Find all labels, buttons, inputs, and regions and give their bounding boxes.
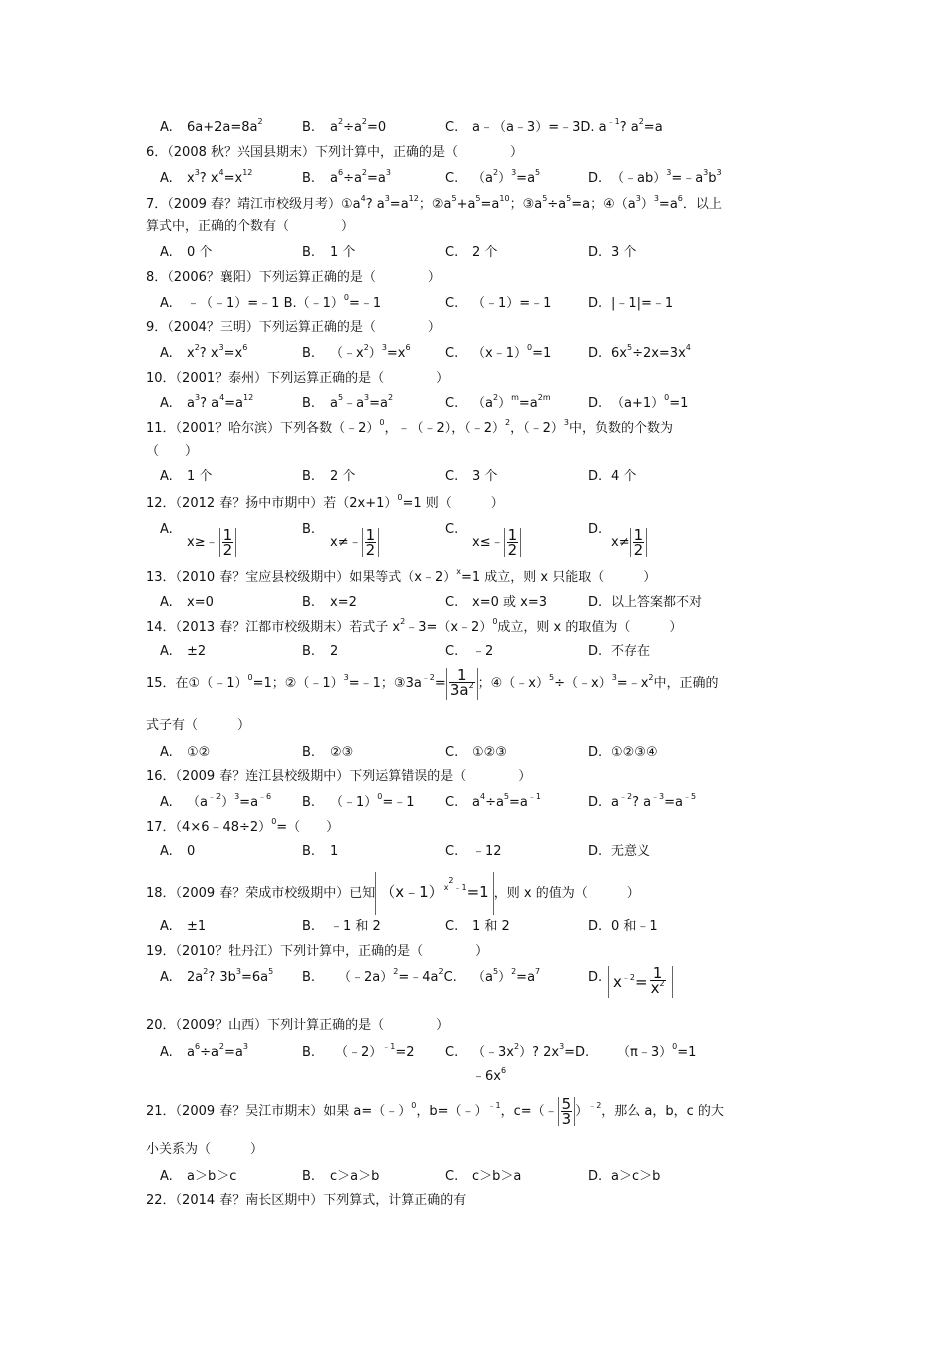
fraction — [630, 528, 648, 557]
option-letter: B. — [302, 1045, 316, 1060]
question-line: 20．（2009？山西）下列计算正确的是（ ） — [146, 1018, 450, 1033]
option-text: $a^5﹣a^3=a^2$ — [330, 393, 394, 411]
question-line: 9．（2004？三明）下列运算正确的是（ ） — [146, 320, 441, 335]
fraction — [219, 528, 237, 557]
option-text: 1 — [330, 844, 339, 859]
option-text: ﹣12 — [472, 844, 502, 859]
question-line: 6．（2008 秋？兴国县期末）下列计算中，正确的是（ ） — [146, 145, 523, 160]
option-text: $a^{﹣2}$? $a^{﹣3}=a^{﹣5}$ — [611, 792, 697, 810]
option-letter: C. — [445, 595, 459, 610]
option-text: x=0 或 x=3 — [472, 595, 547, 610]
option-letter: C. — [445, 346, 459, 361]
fraction — [504, 528, 522, 557]
option-text: 3 个 — [611, 245, 637, 260]
option-text — [472, 528, 521, 557]
option-text: $﹣6x^6$ — [472, 1066, 507, 1084]
fraction-numerator: 1 — [633, 526, 644, 544]
option-letter: B. — [302, 171, 316, 186]
question-line: 式子有（ ） — [146, 718, 251, 733]
option-letter: B. — [302, 844, 316, 859]
option-letter: C. — [445, 171, 459, 186]
option-letter: C. — [445, 296, 459, 311]
option-text: $x^2$? $x^3=x^6$ — [187, 343, 248, 361]
option-letter: B. — [302, 396, 316, 411]
question-line: 7．（2009 春？靖江市校级月考）$①a^4$? $a^3=a^{12}$；$②a^5+a^5=a^{10}$；$③a^5\div a^5=a$；$④(a^3)^3=a^6$．以上 — [146, 194, 722, 212]
option-text: $(a+1)^0=1$ — [611, 393, 689, 411]
fraction-denominator: $x^2$ — [650, 979, 665, 997]
fraction-numerator: 1 — [650, 966, 666, 981]
option-letter: C. — [445, 396, 459, 411]
option-text: $a^2\div a^2=0$ — [330, 117, 387, 135]
option-text: 0 — [187, 844, 196, 859]
fraction-denominator: $3a^2$ — [449, 680, 474, 699]
option-text: a＞b＞c — [187, 1169, 237, 1184]
option-text: $x^3$? $x^4=x^{12}$ — [187, 168, 253, 186]
option-text: $a^3$? $a^4=a^{12}$ — [187, 393, 254, 411]
option-text: $6a+2a=8a^2$ — [187, 117, 263, 135]
option-text: 3 个 — [472, 469, 498, 484]
option-text: （π﹣3）$^0$=1 — [617, 1042, 697, 1060]
question-line: 13．（2010 春？宝应县校级期中）如果等式（x﹣2）$^x$=1 成立，则 x 只能取（ ） — [146, 567, 657, 585]
option-letter: C. — [445, 1169, 459, 1184]
option-text: c＞b＞a — [472, 1169, 522, 1184]
option-text: 1 个 — [330, 245, 356, 260]
fraction-numerator: 5 — [561, 1095, 572, 1113]
q18-suffix: ，则 x 的值为（ ） — [493, 886, 640, 901]
option-text: ①②③ — [472, 745, 507, 760]
option-text: ﹣1 和 2 — [330, 919, 381, 934]
question-line: 16．（2009 春？连江县校级期中）下列运算错误的是（ ） — [146, 769, 532, 784]
option-letter: A. — [160, 245, 173, 260]
option-text: $a^6\div a^2=a^3$ — [187, 1042, 248, 1060]
option-text — [611, 528, 647, 557]
option-prefix: x≠﹣ — [330, 535, 362, 550]
q19-d-prefix: $x^{﹣2}=$ — [613, 972, 648, 991]
question-line — [146, 1092, 724, 1133]
option-letter: A. — [160, 844, 173, 859]
option-letter: A. — [160, 346, 173, 361]
option-text: 2 — [330, 644, 339, 659]
option-letter: C. — [445, 120, 459, 135]
option-text: a﹣（a﹣3）=﹣3D. $a^{﹣1}$? $a^2=a$ — [472, 117, 663, 135]
option-letter: C. — [445, 644, 459, 659]
option-letter: D. — [588, 795, 603, 810]
option-letter: B. — [302, 644, 316, 659]
option-letter: C. — [445, 919, 459, 934]
option-text: 2 个 — [472, 245, 498, 260]
option-text: 1 和 2 — [472, 919, 510, 934]
option-letter: C. — [445, 795, 459, 810]
q21-prefix: 21．（2009 春？吴江市期末）如果 a=（﹣）$^0$，b=（﹣）$^{﹣1}$，c=（﹣ — [146, 1101, 558, 1119]
option-letter: B. — [302, 745, 316, 760]
q15-prefix: 15．在①（﹣1）$^0$=1；②（﹣1）$^3$=﹣1；$③3a^{﹣2}=$ — [146, 673, 446, 691]
option-text — [608, 966, 673, 998]
option-text: ±2 — [187, 644, 207, 659]
option-letter: B. — [302, 522, 316, 537]
question-line: 小关系为（ ） — [146, 1142, 264, 1157]
option-text: 以上答案都不对 — [611, 595, 703, 610]
fraction — [648, 966, 668, 998]
fraction-numerator: 1 — [449, 668, 475, 683]
option-text: $2a^2$? $3b^3=6a^5$ — [187, 967, 274, 985]
option-text: $a^6\div a^2=a^3$ — [330, 168, 391, 186]
question-line: 8．（2006？襄阳）下列运算正确的是（ ） — [146, 270, 441, 285]
option-letter: A. — [160, 1045, 173, 1060]
option-text: 不存在 — [611, 644, 651, 659]
fraction-denominator: 2 — [507, 541, 518, 559]
question-line: 11．（2001？哈尔滨）下列各数（﹣2）$^0$，﹣（﹣2），（﹣2）$^2$，（﹣2）$^3$中，负数的个数为 — [146, 418, 674, 436]
option-letter: A. — [160, 795, 173, 810]
option-text: x=0 — [187, 595, 214, 610]
option-text: （﹣1）$^0$=﹣1 — [330, 792, 415, 810]
option-letter: A. — [160, 970, 173, 985]
option-text: ﹣（﹣1）=﹣1 B.（﹣1）$^0$=﹣1 — [187, 293, 382, 311]
option-text: $(﹣ab)^3=﹣a^3b^3$ — [611, 168, 722, 186]
option-text: $6x^5\div 2x=3x^4$ — [611, 343, 691, 361]
option-letter: A. — [160, 120, 173, 135]
fraction — [362, 528, 380, 557]
question-line: 17．（4×6﹣48÷2）$^0$=（ ） — [146, 817, 340, 835]
option-text: $a^4\div a^5=a^{﹣1}$ — [472, 792, 541, 810]
option-letter: C. — [445, 745, 459, 760]
option-text: ②③ — [330, 745, 354, 760]
question-line: 算式中，正确的个数有（ ） — [146, 219, 355, 234]
option-letter: A. — [160, 745, 173, 760]
option-letter: C. — [445, 1045, 459, 1060]
question-line — [146, 664, 719, 705]
q15-suffix: ；$④(﹣x)^5\div(﹣x)^3=﹣x^2$中，正确的 — [477, 673, 719, 691]
option-text: ①② — [187, 745, 211, 760]
option-letter: B. — [302, 595, 316, 610]
option-letter: A. — [160, 644, 173, 659]
option-letter: D. — [588, 970, 603, 985]
fraction — [558, 1097, 576, 1126]
fraction — [446, 665, 478, 700]
option-letter: D. — [588, 346, 603, 361]
option-text: $(a^5)^2=a^7$ — [472, 967, 541, 985]
option-letter: D. — [588, 171, 603, 186]
question-line: （ ） — [146, 444, 199, 459]
question-line: 14．（2013 春？江都市校级期末）若式子 $x^2﹣3=(x﹣2)^0$成立，则 x 的取值为（ ） — [146, 617, 683, 635]
option-letter: D. — [588, 745, 603, 760]
option-text: $(﹣2a)^2=﹣4a^2C$. — [338, 967, 457, 985]
option-text: $(﹣3x^2)$? $2x^3=D$. — [472, 1042, 590, 1060]
question-line — [146, 872, 640, 915]
option-letter: D. — [588, 1169, 603, 1184]
option-letter: B. — [302, 469, 316, 484]
option-letter: D. — [588, 644, 603, 659]
option-letter: B. — [302, 245, 316, 260]
q19-option-d — [608, 966, 673, 998]
option-text: ﹣2 — [472, 644, 494, 659]
fraction-denominator: 2 — [365, 541, 376, 559]
q21-suffix: ）$^{﹣2}$，那么 a，b，c 的大 — [575, 1101, 724, 1119]
question-line: 22．（2014 春？南长区期中）下列算式，计算正确的有 — [146, 1193, 467, 1208]
option-letter: A. — [160, 396, 173, 411]
option-letter: B. — [302, 1169, 316, 1184]
option-letter: C. — [445, 245, 459, 260]
option-letter: D. — [588, 919, 603, 934]
option-text: （﹣2）$^{﹣1}$=2 — [335, 1042, 415, 1060]
option-letter: A. — [160, 595, 173, 610]
option-letter: A. — [160, 296, 173, 311]
question-line: 10．（2001？泰州）下列运算正确的是（ ） — [146, 371, 450, 386]
q18-prefix: 18．（2009 春？荣成市校级期中）已知 — [146, 886, 376, 901]
option-text: |﹣1|=﹣1 — [611, 296, 674, 311]
option-prefix: x≥﹣ — [187, 535, 219, 550]
question-line: 12．（2012 春？扬中市期中）若$(2x+1)^0=1$ 则（ ） — [146, 493, 504, 511]
fraction-numerator: 1 — [365, 526, 376, 544]
option-letter: D. — [588, 469, 603, 484]
fraction-numerator: 1 — [507, 526, 518, 544]
option-text: $(﹣x^2)^3=x^6$ — [330, 343, 411, 361]
option-text: ±1 — [187, 919, 207, 934]
option-prefix: x≠ — [611, 535, 630, 550]
option-letter: D. — [588, 396, 603, 411]
option-text: 4 个 — [611, 469, 637, 484]
fraction-denominator: 3 — [561, 1110, 572, 1128]
option-letter: B. — [302, 919, 316, 934]
option-text: x=2 — [330, 595, 357, 610]
option-letter: A. — [160, 919, 173, 934]
option-letter: B. — [302, 970, 316, 985]
option-text: c＞a＞b — [330, 1169, 380, 1184]
option-text — [187, 528, 236, 557]
q18-equation: （x﹣1）$^{x^2﹣1}$=1 — [375, 872, 493, 915]
option-letter: D. — [588, 595, 603, 610]
option-letter: A. — [160, 469, 173, 484]
option-text: 无意义 — [611, 844, 651, 859]
option-text: 0 和﹣1 — [611, 919, 658, 934]
fraction-denominator: 2 — [633, 541, 644, 559]
option-text: $(a^2)^m=a^{2m}$ — [472, 393, 551, 411]
option-text: （﹣1）=﹣1 — [472, 296, 552, 311]
option-text: $(a^2)^3=a^5$ — [472, 168, 541, 186]
option-letter: D. — [588, 296, 603, 311]
option-letter: C. — [445, 522, 459, 537]
option-text: ①②③④ — [611, 745, 658, 760]
option-letter: B. — [302, 120, 316, 135]
option-text: 0 个 — [187, 245, 213, 260]
option-text: a＞c＞b — [611, 1169, 661, 1184]
option-letter: D. — [588, 844, 603, 859]
fraction-denominator: 2 — [222, 541, 233, 559]
option-text: 1 个 — [187, 469, 213, 484]
option-letter: D. — [588, 522, 603, 537]
option-letter: C. — [445, 469, 459, 484]
option-letter: A. — [160, 522, 173, 537]
option-letter: C. — [445, 844, 459, 859]
option-text: 2 个 — [330, 469, 356, 484]
option-letter: D. — [588, 245, 603, 260]
option-letter: A. — [160, 171, 173, 186]
question-line: 19．（2010？牡丹江）下列计算中，正确的是（ ） — [146, 944, 489, 959]
option-letter: B. — [302, 346, 316, 361]
option-letter: A. — [160, 1169, 173, 1184]
option-text: $(a^{﹣2})^3=a^{﹣6}$ — [187, 792, 272, 810]
option-letter: B. — [302, 795, 316, 810]
fraction-numerator: 1 — [222, 526, 233, 544]
option-text: （x﹣1）$^0$=1 — [472, 343, 552, 361]
option-prefix: x≤﹣ — [472, 535, 504, 550]
option-text — [330, 528, 379, 557]
